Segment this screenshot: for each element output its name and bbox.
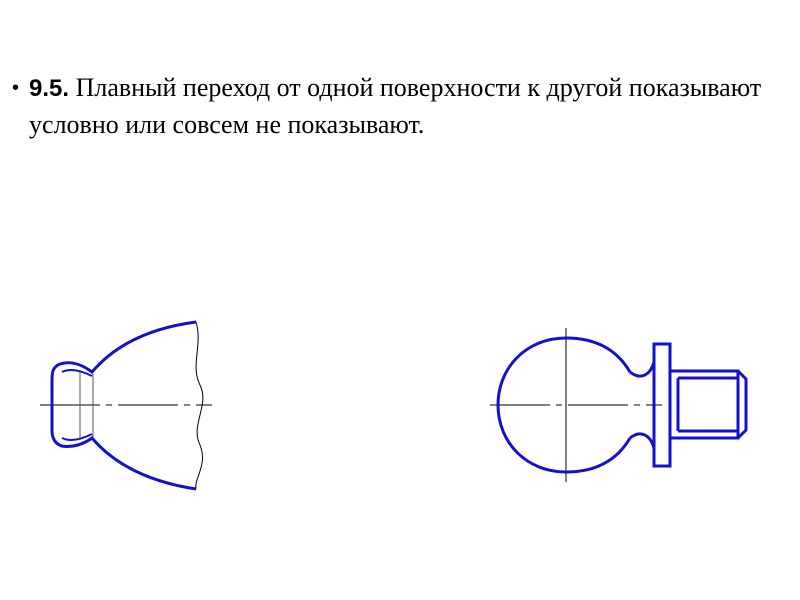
right-fillet-bottom [630, 434, 654, 448]
bullet-number: 9.5. [29, 75, 70, 102]
bullet-marker: • [12, 77, 20, 99]
right-fillet-top [630, 362, 654, 376]
left-part-drawing [40, 322, 212, 489]
bullet-body: Плавный переход от одной поверхности к другой показывают условно или совсем не показывают. [29, 73, 762, 139]
right-stem [670, 371, 738, 438]
right-part-drawing [490, 328, 746, 482]
